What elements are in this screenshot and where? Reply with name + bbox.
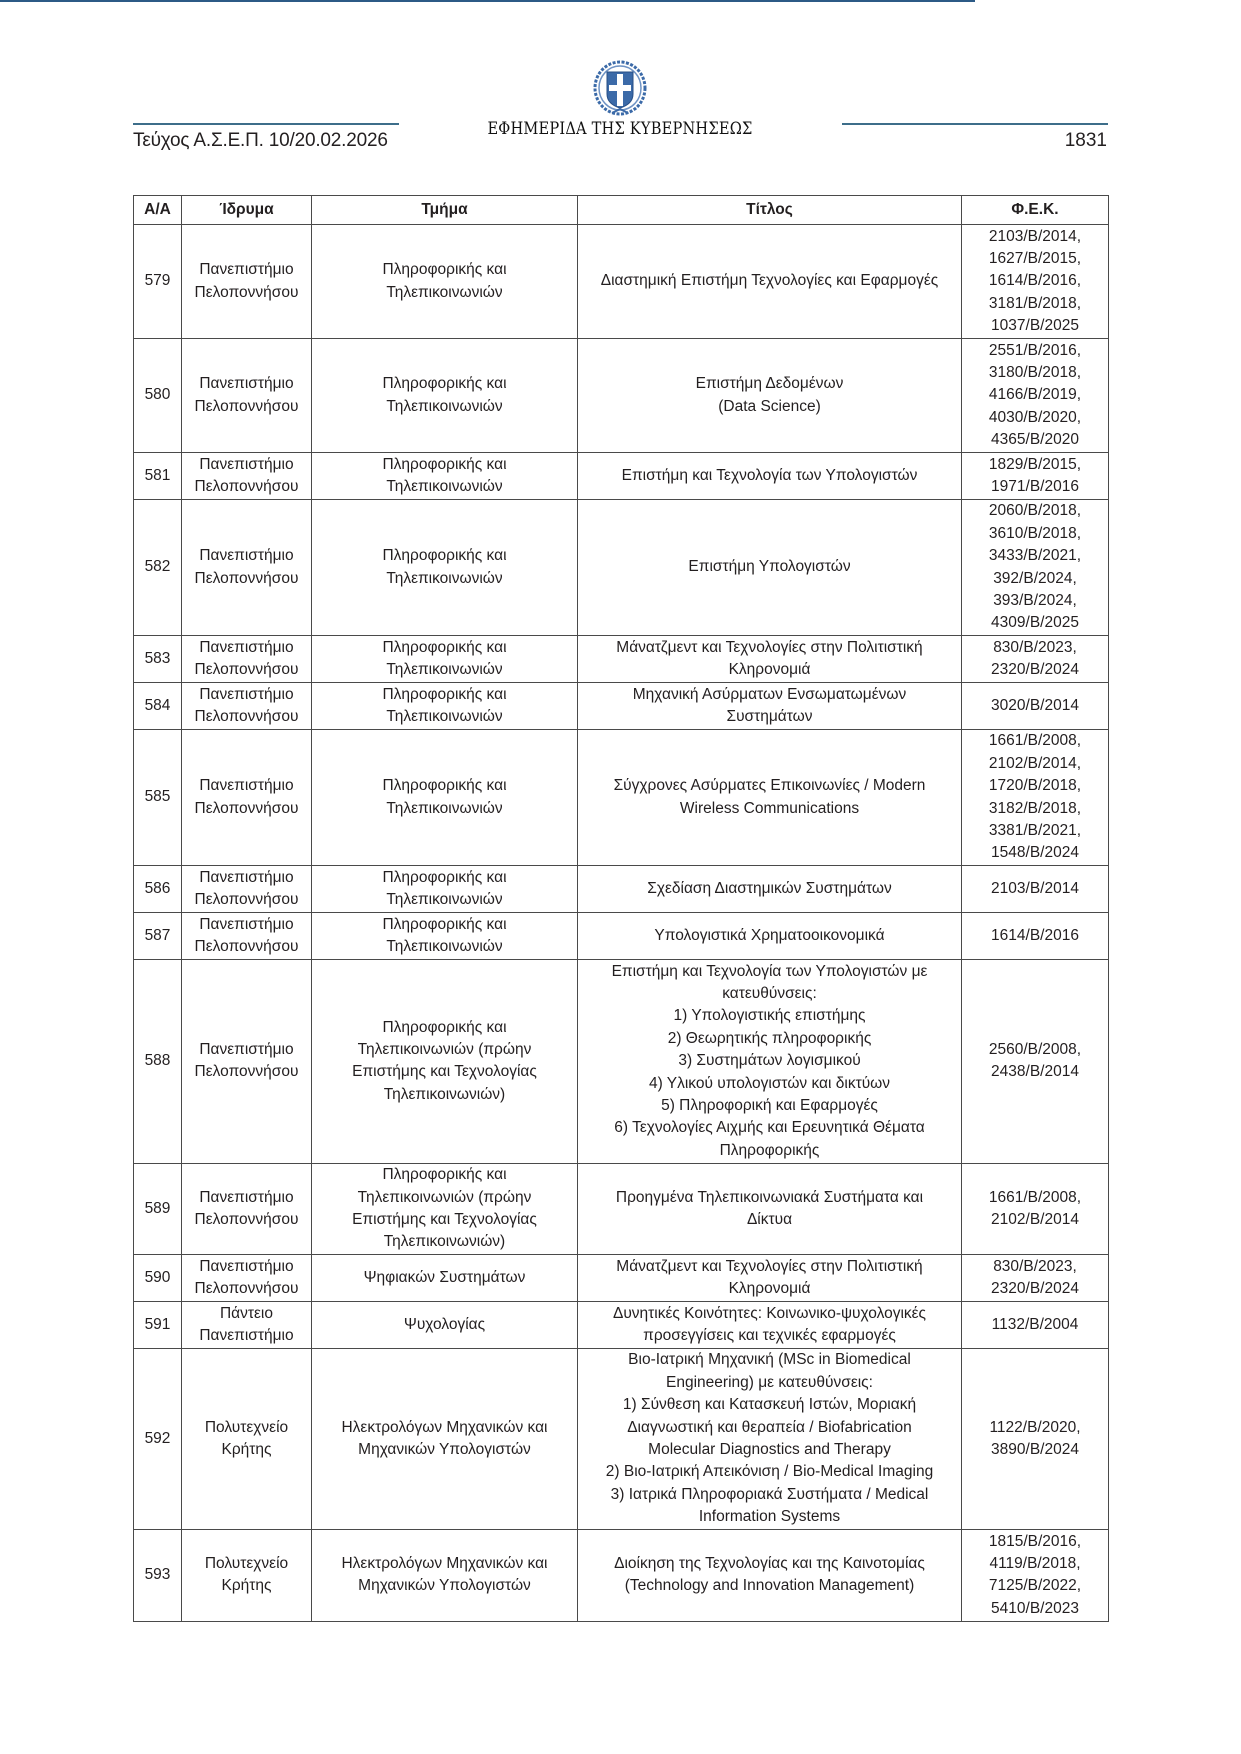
fek-cell-line: 3433/Β/2021,	[988, 547, 1082, 565]
fek-cell-line: 2560/Β/2008,	[988, 1040, 1082, 1058]
header-rule-bottom	[0, 0, 975, 2]
table-body	[134, 225, 1109, 1622]
program-title-cell-line: 1) Σύνθεση και Κατασκευή Ιστών, Μοριακή	[622, 1396, 917, 1414]
program-title-cell-line: Μάνατζμεντ και Τεχνολογίες στην Πολιτιστική	[616, 1257, 923, 1275]
table-header-row	[134, 196, 1109, 225]
program-title-cell-line: Δυνητικές Κοινότητες: Κοινωνικο-ψυχολογικές	[612, 1304, 927, 1322]
institution-cell	[182, 499, 312, 635]
row-number: 580	[134, 339, 182, 453]
department-cell-line: Πληροφορικής και	[382, 1166, 507, 1184]
program-title-cell	[578, 683, 962, 730]
department-cell	[312, 339, 578, 453]
program-title-cell	[578, 866, 962, 913]
department-cell	[312, 683, 578, 730]
department-cell-line: Επιστήμης και Τεχνολογίας	[352, 1063, 537, 1081]
programs-table	[133, 195, 1108, 1622]
program-title-cell-line: Προηγμένα Τηλεπικοινωνιακά Συστήματα και	[615, 1188, 924, 1206]
fek-cell-line: 1661/Β/2008,	[988, 1188, 1082, 1206]
department-cell-line: Ηλεκτρολόγων Μηχανικών και	[341, 1418, 548, 1436]
program-title-cell	[578, 1163, 962, 1255]
program-title-cell-line: Υπολογιστικά Χρηματοοικονομικά	[654, 926, 885, 944]
department-cell-line: Επιστήμης και Τεχνολογίας	[352, 1210, 537, 1228]
fek-cell-line: 3182/Β/2018,	[988, 799, 1082, 817]
table-row	[134, 453, 1109, 500]
table-row	[134, 729, 1109, 865]
department-cell-line: Τηλεπικοινωνιών	[386, 397, 503, 415]
department-cell	[312, 913, 578, 960]
fek-cell-line: 3181/Β/2018,	[988, 294, 1082, 312]
program-title-cell	[578, 729, 962, 865]
department-cell-line: Τηλεπικοινωνιών (πρώην	[357, 1188, 532, 1206]
institution-cell-line: Πελοποννήσου	[194, 938, 299, 956]
fek-cell-line: 2320/Β/2024	[991, 661, 1079, 679]
institution-cell-line: Πανεπιστήμιο	[199, 261, 294, 279]
institution-cell	[182, 636, 312, 683]
fek-cell-line: 1548/Β/2024	[991, 844, 1079, 862]
program-title-cell-line: 4) Υλικού υπολογιστών και δικτύων	[648, 1074, 891, 1092]
fek-cell	[962, 1255, 1109, 1302]
program-title-cell-line: Επιστήμη και Τεχνολογία των Υπολογιστών	[621, 466, 918, 484]
institution-cell-line: Πελοποννήσου	[194, 283, 299, 301]
institution-cell-line: Πελοποννήσου	[194, 891, 299, 909]
department-cell	[312, 1255, 578, 1302]
fek-cell	[962, 913, 1109, 960]
institution-cell-line: Πελοποννήσου	[194, 569, 299, 587]
fek-cell-line: 2438/Β/2014	[991, 1063, 1079, 1081]
fek-cell-line: 2103/Β/2014,	[988, 227, 1082, 245]
department-cell-line: Ψυχολογίας	[403, 1315, 486, 1333]
program-title-cell-line: 2) Θεωρητικής πληροφορικής	[667, 1029, 872, 1047]
institution-cell	[182, 866, 312, 913]
program-title-cell-line: Κληρονομιά	[728, 661, 811, 679]
institution-cell	[182, 1348, 312, 1529]
department-cell-line: Πληροφορικής και	[382, 638, 507, 656]
institution-cell	[182, 1530, 312, 1622]
institution-cell	[182, 683, 312, 730]
institution-cell-line: Πανεπιστήμιο	[199, 1327, 294, 1344]
program-title-cell	[578, 636, 962, 683]
fek-cell-line: 3381/Β/2021,	[988, 822, 1082, 840]
fek-cell-line: 1132/Β/2004	[991, 1315, 1079, 1333]
fek-cell-line: 1720/Β/2018,	[988, 777, 1082, 795]
department-cell-line: Τηλεπικοινωνιών	[386, 661, 503, 679]
program-title-cell-line: Δίκτυα	[746, 1210, 793, 1228]
row-number: 583	[134, 636, 182, 683]
institution-cell-line: Κρήτης	[221, 1577, 272, 1595]
institution-cell-line: Πανεπιστήμιο	[199, 547, 294, 565]
department-cell-line: Τηλεπικοινωνιών (πρώην	[357, 1040, 532, 1058]
fek-cell-line: 2060/Β/2018,	[988, 502, 1082, 520]
department-cell-line: Πληροφορικής και	[382, 868, 507, 886]
program-title-cell-line: Πληροφορικής	[719, 1141, 820, 1159]
row-number: 593	[134, 1530, 182, 1622]
column-header-aa: Α/Α	[134, 196, 182, 225]
program-title-cell-line: 3) Ιατρικά Πληροφοριακά Συστήματα / Medical	[610, 1485, 929, 1503]
department-cell	[312, 225, 578, 339]
row-number: 589	[134, 1163, 182, 1255]
fek-cell-line: 5410/Β/2023	[991, 1599, 1079, 1617]
program-title-cell-line: Information Systems	[698, 1508, 841, 1526]
institution-cell-line: Πανεπιστήμιο	[199, 777, 294, 795]
program-title-cell-line: Μάνατζμεντ και Τεχνολογίες στην Πολιτιστική	[616, 638, 923, 656]
program-title-cell-line: Σύγχρονες Ασύρματες Επικοινωνίες / Modern	[613, 777, 926, 795]
department-cell-line: Πληροφορικής και	[382, 261, 507, 279]
program-title-cell-line: Wireless Communications	[679, 799, 860, 817]
department-cell	[312, 866, 578, 913]
table-row	[134, 683, 1109, 730]
institution-cell-line: Πελοποννήσου	[194, 1063, 299, 1081]
fek-cell-line: 393/Β/2024,	[993, 592, 1077, 609]
department-cell	[312, 1348, 578, 1529]
institution-cell-line: Κρήτης	[221, 1441, 272, 1459]
fek-cell	[962, 960, 1109, 1164]
fek-cell-line: 1661/Β/2008,	[988, 732, 1082, 750]
department-cell	[312, 729, 578, 865]
table-row	[134, 1348, 1109, 1529]
fek-cell-line: 4309/Β/2025	[991, 614, 1079, 632]
program-title-cell-line: 1) Υπολογιστικής επιστήμης	[673, 1007, 866, 1025]
program-title-cell	[578, 913, 962, 960]
fek-cell	[962, 1348, 1109, 1529]
table-row	[134, 225, 1109, 339]
fek-cell-line: 3180/Β/2018,	[988, 363, 1082, 381]
program-title-cell-line: Διαγνωστική και θεραπεία / Biofabrication	[627, 1418, 912, 1436]
institution-cell-line: Πάντειο	[219, 1304, 273, 1322]
department-cell	[312, 453, 578, 500]
institution-cell	[182, 1163, 312, 1255]
program-title-cell-line: 3) Συστημάτων λογισμικού	[678, 1052, 861, 1070]
row-number: 581	[134, 453, 182, 500]
program-title-cell-line: Μηχανική Ασύρματων Ενσωματωμένων	[632, 685, 907, 703]
department-cell-line: Πληροφορικής και	[382, 777, 507, 795]
department-cell	[312, 1302, 578, 1349]
table-row	[134, 339, 1109, 453]
institution-cell	[182, 339, 312, 453]
department-cell-line: Τηλεπικοινωνιών	[386, 708, 503, 726]
department-cell-line: Τηλεπικοινωνιών	[386, 799, 503, 817]
row-number: 591	[134, 1302, 182, 1349]
row-number: 579	[134, 225, 182, 339]
program-title-cell-line: Επιστήμη Δεδομένων	[695, 375, 844, 393]
coat-of-arms-icon	[592, 60, 648, 118]
column-header-title: Τίτλος	[578, 196, 962, 225]
fek-cell-line: 3890/Β/2024	[991, 1441, 1079, 1459]
table-row	[134, 1302, 1109, 1349]
program-title-cell-line: Κληρονομιά	[728, 1280, 811, 1298]
header-rule-right	[842, 123, 1108, 125]
program-title-cell	[578, 339, 962, 453]
program-title-cell	[578, 499, 962, 635]
department-cell	[312, 1163, 578, 1255]
table-row	[134, 866, 1109, 913]
program-title-cell-line: Επιστήμη Υπολογιστών	[688, 558, 851, 576]
fek-cell	[962, 866, 1109, 913]
fek-cell	[962, 1530, 1109, 1622]
fek-cell-line: 4365/Β/2020	[991, 431, 1079, 449]
department-cell-line: Μηχανικών Υπολογιστών	[358, 1577, 531, 1595]
fek-cell	[962, 683, 1109, 730]
row-number: 586	[134, 866, 182, 913]
fek-cell-line: 392/Β/2024,	[993, 569, 1077, 587]
program-title-cell-line: 5) Πληροφορική και Εφαρμογές	[661, 1096, 878, 1114]
institution-cell-line: Πολυτεχνείο	[204, 1555, 289, 1573]
institution-cell-line: Πανεπιστήμιο	[199, 1040, 294, 1058]
fek-cell-line: 3020/Β/2014	[991, 696, 1079, 714]
department-cell-line: Πληροφορικής και	[382, 375, 507, 393]
program-title-cell-line: 6) Τεχνολογίες Αιχμής και Ερευνητικά Θέματα	[614, 1119, 925, 1137]
institution-cell	[182, 1302, 312, 1349]
institution-cell	[182, 913, 312, 960]
fek-cell-line: 1815/Β/2016,	[988, 1532, 1082, 1550]
program-title-cell-line: (Data Science)	[718, 397, 821, 415]
institution-cell-line: Πανεπιστήμιο	[199, 375, 294, 393]
institution-cell	[182, 729, 312, 865]
fek-cell-line: 2103/Β/2014	[991, 880, 1079, 898]
row-number: 584	[134, 683, 182, 730]
program-title-cell-line: Molecular Diagnostics and Therapy	[648, 1441, 891, 1459]
program-title-cell	[578, 225, 962, 339]
program-title-cell-line: Επιστήμη και Τεχνολογία των Υπολογιστών με	[611, 962, 928, 980]
fek-cell	[962, 453, 1109, 500]
row-number: 588	[134, 960, 182, 1164]
department-cell-line: Πληροφορικής και	[382, 547, 507, 565]
institution-cell-line: Πελοποννήσου	[194, 397, 299, 415]
column-header-institution: Ίδρυμα	[182, 196, 312, 225]
department-cell-line: Μηχανικών Υπολογιστών	[358, 1441, 531, 1459]
fek-cell-line: 4166/Β/2019,	[988, 386, 1082, 404]
program-title-cell	[578, 453, 962, 500]
row-number: 585	[134, 729, 182, 865]
institution-cell-line: Πανεπιστήμιο	[199, 685, 294, 703]
program-title-cell-line: Engineering) με κατευθύνσεις:	[666, 1373, 873, 1391]
program-title-cell-line: κατευθύνσεις:	[722, 984, 817, 1002]
department-cell-line: Ψηφιακών Συστημάτων	[363, 1268, 526, 1286]
page-number: 1831	[1064, 130, 1107, 151]
table-row	[134, 1530, 1109, 1622]
department-cell-line: Πληροφορικής και	[382, 685, 507, 703]
fek-cell-line: 3610/Β/2018,	[988, 524, 1082, 542]
department-cell-line: Τηλεπικοινωνιών	[386, 477, 503, 495]
program-title-cell	[578, 1348, 962, 1529]
header-rule-left	[133, 123, 399, 125]
department-cell-line: Τηλεπικοινωνιών	[386, 938, 503, 956]
fek-cell-line: 830/Β/2023,	[993, 638, 1077, 656]
institution-cell	[182, 453, 312, 500]
institution-cell-line: Πανεπιστήμιο	[199, 1188, 294, 1206]
fek-cell-line: 1614/Β/2016	[991, 926, 1079, 944]
institution-cell-line: Πελοποννήσου	[194, 1280, 299, 1298]
department-cell	[312, 636, 578, 683]
institution-cell-line: Πελοποννήσου	[194, 1210, 299, 1228]
institution-cell-line: Πανεπιστήμιο	[199, 455, 294, 473]
department-cell-line: Τηλεπικοινωνιών	[386, 283, 503, 301]
fek-cell-line: 2102/Β/2014	[991, 1210, 1079, 1228]
row-number: 587	[134, 913, 182, 960]
fek-cell-line: 4119/Β/2018,	[989, 1555, 1081, 1573]
gazette-title: ΕΦΗΜΕΡΙΔΑ ΤΗΣ ΚΥΒΕΡΝΗΣΕΩΣ	[487, 119, 753, 139]
program-title-cell	[578, 1530, 962, 1622]
institution-cell	[182, 225, 312, 339]
table-row	[134, 1255, 1109, 1302]
department-cell	[312, 1530, 578, 1622]
table-row	[134, 1163, 1109, 1255]
program-title-cell-line: Διαστημική Επιστήμη Τεχνολογίες και Εφαρμογές	[600, 272, 939, 290]
department-cell	[312, 960, 578, 1164]
department-cell-line: Πληροφορικής και	[382, 455, 507, 473]
program-title-cell-line: 2) Βιο-Ιατρική Απεικόνιση / Bio-Medical Imaging	[605, 1463, 934, 1481]
program-title-cell	[578, 1302, 962, 1349]
fek-cell	[962, 499, 1109, 635]
program-title-cell-line: Βιο-Ιατρική Μηχανική (MSc in Biomedical	[628, 1351, 911, 1369]
institution-cell-line: Πολυτεχνείο	[204, 1418, 289, 1436]
institution-cell	[182, 960, 312, 1164]
fek-cell	[962, 339, 1109, 453]
institution-cell-line: Πελοποννήσου	[194, 799, 299, 817]
program-title-cell	[578, 960, 962, 1164]
table-row	[134, 913, 1109, 960]
issue-reference: Τεύχος Α.Σ.Ε.Π. 10/20.02.2026	[133, 130, 388, 151]
column-header-fek: Φ.Ε.Κ.	[962, 196, 1109, 225]
department-cell-line: Τηλεπικοινωνιών	[386, 569, 503, 587]
table-row	[134, 499, 1109, 635]
fek-cell	[962, 1302, 1109, 1349]
fek-cell	[962, 225, 1109, 339]
fek-cell-line: 1627/Β/2015,	[988, 249, 1082, 267]
fek-cell-line: 1614/Β/2016,	[988, 272, 1082, 290]
column-header-department: Τμήμα	[312, 196, 578, 225]
department-cell-line: Πληροφορικής και	[382, 1018, 507, 1036]
institution-cell-line: Πελοποννήσου	[194, 708, 299, 726]
department-cell-line: Τηλεπικοινωνιών	[386, 891, 503, 909]
row-number: 582	[134, 499, 182, 635]
fek-cell-line: 1971/Β/2016	[991, 477, 1079, 495]
table-row	[134, 636, 1109, 683]
institution-cell-line: Πανεπιστήμιο	[199, 1257, 294, 1275]
institution-cell-line: Πανεπιστήμιο	[199, 915, 294, 933]
program-title-cell-line: Διοίκηση της Τεχνολογίας και της Καινοτομίας	[614, 1555, 925, 1573]
institution-cell	[182, 1255, 312, 1302]
fek-cell-line: 2551/Β/2016,	[988, 341, 1082, 359]
table-row	[134, 960, 1109, 1164]
fek-cell-line: 1122/Β/2020,	[989, 1418, 1081, 1436]
program-title-cell-line: Συστημάτων	[726, 708, 813, 726]
fek-cell-line: 1037/Β/2025	[991, 317, 1079, 335]
program-title-cell-line: (Technology and Innovation Management)	[624, 1577, 915, 1595]
fek-cell	[962, 1163, 1109, 1255]
fek-cell-line: 2102/Β/2014,	[988, 754, 1082, 772]
program-title-cell-line: προσεγγίσεις και τεχνικές εφαρμογές	[643, 1327, 896, 1344]
institution-cell-line: Πανεπιστήμιο	[199, 868, 294, 886]
fek-cell-line: 830/Β/2023,	[993, 1257, 1077, 1275]
institution-cell-line: Πελοποννήσου	[194, 477, 299, 495]
institution-cell-line: Πανεπιστήμιο	[199, 638, 294, 656]
program-title-cell	[578, 1255, 962, 1302]
department-cell-line: Τηλεπικοινωνιών)	[383, 1233, 506, 1251]
department-cell-line: Ηλεκτρολόγων Μηχανικών και	[341, 1555, 548, 1573]
department-cell-line: Τηλεπικοινωνιών)	[383, 1085, 506, 1103]
fek-cell-line: 7125/Β/2022,	[988, 1577, 1082, 1595]
department-cell	[312, 499, 578, 635]
fek-cell-line: 2320/Β/2024	[991, 1280, 1079, 1298]
fek-cell-line: 4030/Β/2020,	[988, 408, 1082, 426]
row-number: 590	[134, 1255, 182, 1302]
department-cell-line: Πληροφορικής και	[382, 915, 507, 933]
fek-cell	[962, 729, 1109, 865]
fek-cell-line: 1829/Β/2015,	[988, 455, 1082, 473]
row-number: 592	[134, 1348, 182, 1529]
institution-cell-line: Πελοποννήσου	[194, 661, 299, 679]
program-title-cell-line: Σχεδίαση Διαστημικών Συστημάτων	[647, 880, 892, 898]
fek-cell	[962, 636, 1109, 683]
